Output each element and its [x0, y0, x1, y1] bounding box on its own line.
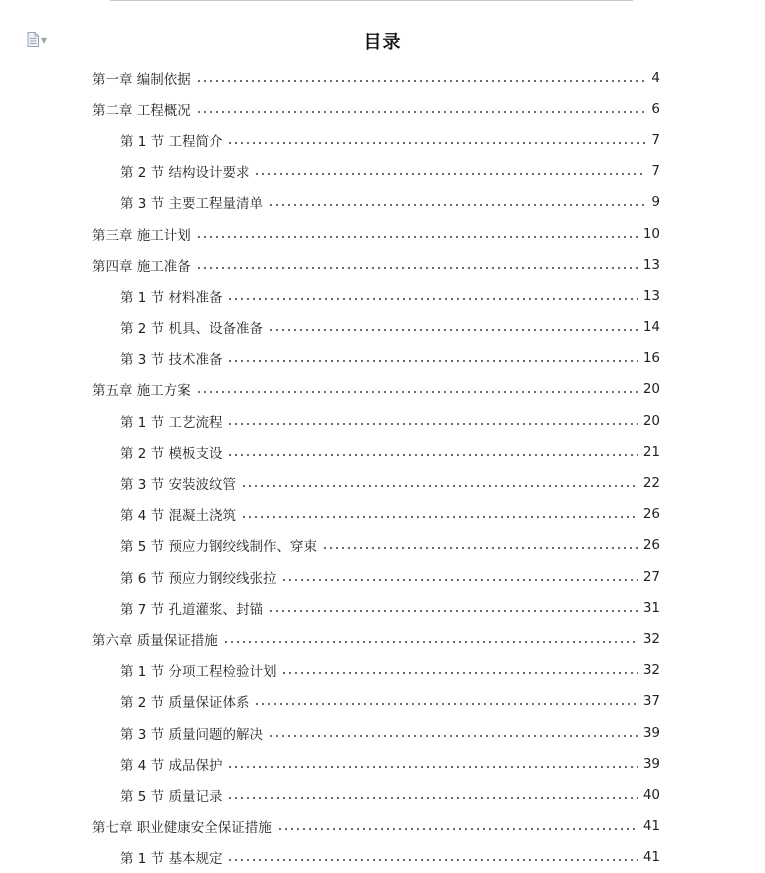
toc-chapter-entry[interactable] — [92, 218, 660, 249]
toc-chapter-entry[interactable] — [92, 62, 660, 93]
toc-dot-leader — [281, 579, 637, 581]
toc-entry-label: 第 6 节 预应力钢绞线张拉 — [120, 570, 277, 587]
toc-page-number: 22 — [642, 475, 660, 492]
toc-page-number: 10 — [642, 225, 660, 242]
toc-entry-label: 第 4 节 成品保护 — [120, 757, 223, 774]
toc-dot-leader — [241, 516, 638, 518]
toc-entry-label: 第七章 职业健康安全保证措施 — [92, 820, 272, 837]
toc-entry-label: 第五章 施工方案 — [92, 383, 191, 400]
chevron-down-icon: ▼ — [41, 35, 48, 45]
toc-dot-leader — [241, 485, 638, 487]
toc-section-entry[interactable] — [92, 842, 660, 873]
toc-section-entry[interactable] — [92, 686, 660, 717]
toc-page-number: 40 — [642, 786, 660, 803]
toc-page-number: 41 — [642, 818, 660, 835]
toc-section-entry[interactable] — [92, 187, 660, 218]
toc-section-entry[interactable] — [92, 124, 660, 155]
toc-section-entry[interactable] — [92, 655, 660, 686]
toc-dot-leader — [322, 547, 638, 549]
toc-page-number: 41 — [642, 849, 660, 866]
toc-section-entry[interactable] — [92, 748, 660, 779]
toc-page-number: 21 — [642, 443, 660, 460]
toc-dot-leader — [277, 828, 638, 830]
toc-chapter-entry[interactable] — [92, 374, 660, 405]
toc-page-number: 32 — [642, 630, 660, 647]
toc-dot-leader — [227, 454, 637, 456]
toc-section-entry[interactable] — [92, 561, 660, 592]
toc-chapter-entry[interactable] — [92, 811, 660, 842]
toc-page-number: 39 — [642, 724, 660, 741]
toc-dot-leader — [268, 610, 638, 612]
toc-page-number: 20 — [642, 381, 660, 398]
toc-entry-label: 第 1 节 分项工程检验计划 — [120, 664, 277, 681]
toc-entry-label: 第 2 节 结构设计要求 — [120, 165, 250, 182]
toc-dot-leader — [227, 766, 637, 768]
toc-section-entry[interactable] — [92, 592, 660, 623]
toc-dot-leader — [223, 641, 638, 643]
toc-section-entry[interactable] — [92, 717, 660, 748]
toc-dot-leader — [227, 859, 637, 861]
toc-dot-leader — [227, 797, 637, 799]
toc-dot-leader — [268, 735, 638, 737]
toc-page-number: 4 — [651, 69, 660, 86]
toc-page-number: 7 — [651, 131, 660, 148]
toc-section-entry[interactable] — [92, 312, 660, 343]
toc-section-entry[interactable] — [92, 343, 660, 374]
toc-dot-leader — [268, 329, 638, 331]
table-of-contents — [92, 62, 660, 873]
toc-section-entry[interactable] — [92, 499, 660, 530]
toc-page-number: 32 — [642, 662, 660, 679]
toc-entry-label: 第 3 节 技术准备 — [120, 352, 223, 369]
toc-entry-label: 第 5 节 质量记录 — [120, 788, 223, 805]
toc-entry-label: 第 3 节 质量问题的解决 — [120, 726, 263, 743]
toc-entry-label: 第 2 节 模板支设 — [120, 445, 223, 462]
page-top-border — [110, 0, 633, 1]
toc-entry-label: 第六章 质量保证措施 — [92, 632, 218, 649]
toc-dot-leader — [196, 80, 647, 82]
toc-page-number: 9 — [651, 194, 660, 211]
toc-page-number: 31 — [642, 599, 660, 616]
toc-section-entry[interactable] — [92, 530, 660, 561]
toc-dot-leader — [227, 360, 637, 362]
toc-chapter-entry[interactable] — [92, 623, 660, 654]
toc-dot-leader — [227, 142, 646, 144]
toc-dot-leader — [227, 298, 637, 300]
toc-page-number: 14 — [642, 319, 660, 336]
toc-dot-leader — [227, 423, 637, 425]
toc-page-number: 37 — [642, 693, 660, 710]
toc-entry-label: 第 1 节 基本规定 — [120, 851, 223, 868]
toc-page-number: 7 — [651, 163, 660, 180]
toc-entry-label: 第 3 节 主要工程量清单 — [120, 196, 263, 213]
toc-section-entry[interactable] — [92, 779, 660, 810]
toc-page-number: 13 — [642, 287, 660, 304]
toc-dot-leader — [254, 173, 646, 175]
toc-page-number: 26 — [642, 506, 660, 523]
toc-entry-label: 第 2 节 机具、设备准备 — [120, 321, 263, 338]
toc-section-entry[interactable] — [92, 280, 660, 311]
toc-page-number: 39 — [642, 755, 660, 772]
toc-chapter-entry[interactable] — [92, 93, 660, 124]
toc-entry-label: 第 3 节 安装波纹管 — [120, 477, 236, 494]
toc-page-number: 26 — [642, 537, 660, 554]
toc-entry-label: 第 1 节 工艺流程 — [120, 414, 223, 431]
toc-entry-label: 第 1 节 材料准备 — [120, 289, 223, 306]
toc-entry-label: 第三章 施工计划 — [92, 227, 191, 244]
toc-section-entry[interactable] — [92, 436, 660, 467]
toc-entry-label: 第二章 工程概况 — [92, 102, 191, 119]
toc-dot-leader — [196, 236, 638, 238]
toc-dot-leader — [196, 267, 638, 269]
page-title: 目录 — [363, 32, 402, 53]
toc-entry-label: 第四章 施工准备 — [92, 258, 191, 275]
toc-entry-label: 第 5 节 预应力钢绞线制作、穿束 — [120, 539, 317, 556]
toc-chapter-entry[interactable] — [92, 249, 660, 280]
toc-dot-leader — [281, 672, 637, 674]
toc-entry-label: 第 7 节 孔道灌浆、封锚 — [120, 601, 263, 618]
toc-entry-label: 第一章 编制依据 — [92, 71, 191, 88]
toc-section-entry[interactable] — [92, 156, 660, 187]
toc-section-entry[interactable] — [92, 405, 660, 436]
toc-page-number: 27 — [642, 568, 660, 585]
toc-dot-leader — [196, 111, 647, 113]
toc-entry-label: 第 4 节 混凝土浇筑 — [120, 508, 236, 525]
toc-page-number: 6 — [651, 100, 660, 117]
toc-dot-leader — [254, 703, 637, 705]
toc-page-number: 16 — [642, 350, 660, 367]
toc-entry-label: 第 1 节 工程简介 — [120, 133, 223, 150]
toc-entry-label: 第 2 节 质量保证体系 — [120, 695, 250, 712]
toc-dot-leader — [268, 204, 646, 206]
toc-dot-leader — [196, 391, 638, 393]
toc-section-entry[interactable] — [92, 467, 660, 498]
toc-page-number: 20 — [642, 412, 660, 429]
toc-page-number: 13 — [642, 256, 660, 273]
